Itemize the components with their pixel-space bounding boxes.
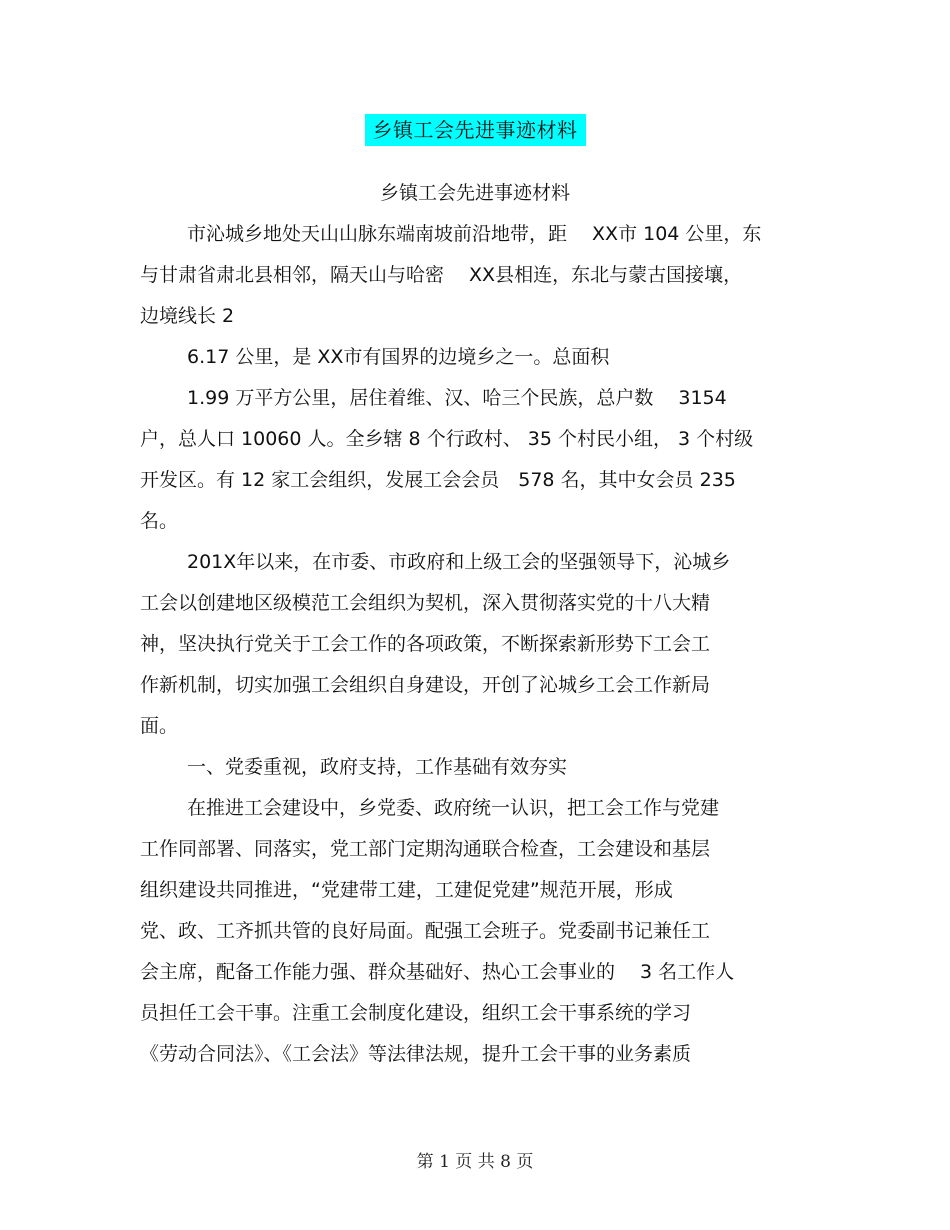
body-line: 《劳动合同法》、《工会法》等法律法规，提升工会干事的业务素质 [140, 1043, 692, 1065]
body-line: 在推进工会建设中，乡党委、政府统一认识，把工会工作与党建 [187, 797, 720, 819]
body-line: 户，总人口 10060 人。全乡辖 8 个行政村、 35 个村民小组， 3 个村级 [140, 428, 754, 450]
body-line: 员担任工会干事。注重工会制度化建设，组织工会干事系统的学习 [140, 1002, 692, 1024]
page-footer: 第 1 页 共 8 页 [416, 1152, 534, 1172]
body-line: 神，坚决执行党关于工会工作的各项政策，不断探索新形势下工会工 [140, 633, 711, 655]
document-body [140, 218, 805, 1079]
body-line: 市沁城乡地处天山山脉东端南坡前沿地带，距 XX市 104 公里，东 [187, 223, 762, 245]
body-line: 1.99 万平方公里，居住着维、汉、哈三个民族，总户数 3154 [187, 387, 727, 409]
body-line: 与甘肃省肃北县相邻，隔天山与哈密 XX县相连，东北与蒙古国接壤， [140, 264, 743, 286]
body-line: 会主席，配备工作能力强、群众基础好、热心工会事业的 3 名工作人 [140, 961, 735, 983]
body-line: 开发区。有 12 家工会组织，发展工会会员 578 名，其中女会员 235 [140, 469, 736, 491]
body-line: 党、政、工齐抓共管的良好局面。配强工会班子。党委副书记兼任工 [140, 920, 711, 942]
body-line: 201X年以来，在市委、市政府和上级工会的坚强领导下，沁城乡 [187, 551, 731, 573]
body-line: 工作同部署、同落实，党工部门定期沟通联合检查，工会建设和基层 [140, 838, 711, 860]
body-line: 边境线长 2 [140, 305, 235, 327]
document-subtitle: 乡镇工会先进事迹材料 [379, 182, 570, 204]
body-line: 名。 [140, 510, 179, 532]
title-container [0, 114, 950, 146]
document-title: 乡镇工会先进事迹材料 [365, 114, 586, 146]
body-line: 一、党委重视，政府支持，工作基础有效夯实 [187, 756, 568, 778]
body-line: 面。 [140, 715, 179, 737]
body-line: 组织建设共同推进，“党建带工建，工建促党建”规范开展，形成 [140, 879, 673, 901]
body-line: 6.17 公里，是 XX市有国界的边境乡之一。总面积 [187, 346, 610, 368]
body-line: 作新机制，切实加强工会组织自身建设，开创了沁城乡工会工作新局 [140, 674, 711, 696]
body-line: 工会以创建地区级模范工会组织为契机，深入贯彻落实党的十八大精 [140, 592, 711, 614]
